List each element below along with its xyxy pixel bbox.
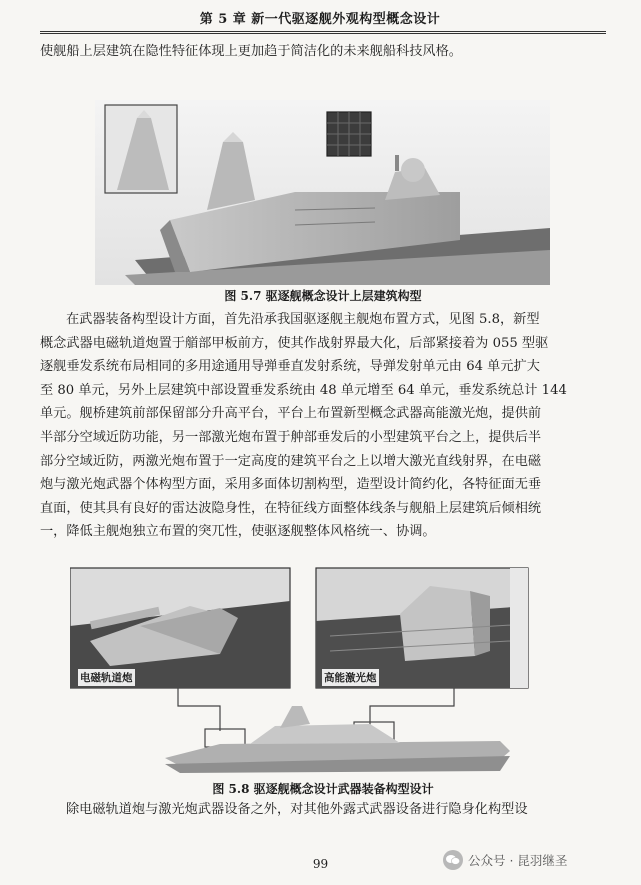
figure-5-7-caption: 图 5.7 驱逐舰概念设计上层建筑构型: [224, 289, 422, 303]
page-number: 99: [312, 857, 329, 871]
wechat-icon: [443, 850, 463, 870]
paragraph-2-line: 单元。舰桥建筑前部保留部分升高平台，平台上布置新型概念武器高能激光炮，提供前: [40, 406, 542, 422]
laser-label: 高能激光炮: [322, 669, 379, 686]
figure-5-8-caption: 图 5.8 驱逐舰概念设计武器装备构型设计: [212, 782, 434, 796]
paragraph-2-line: 在武器装备构型设计方面，首先沿承我国驱逐舰主舰炮布置方式，见图 5.8，新型: [66, 312, 540, 327]
paragraph-2-line: 逐舰垂发系统布局相同的多用途通用导弹垂直发射系统，导弹发射单元由 64 单元扩大: [40, 359, 540, 375]
paragraph-2-line: 至 80 单元，另外上层建筑中部设置垂发系统由 48 单元增至 64 单元，垂发系统总计 144: [40, 382, 567, 398]
paragraph-3: [40, 798, 606, 822]
running-header: 第 5 章 新一代驱逐舰外观构型概念设计: [199, 12, 441, 27]
watermark: [443, 849, 567, 871]
paragraph-2-line: 部分空域近防，两激光炮布置于一定高度的建筑平台之上以增大激光直线射界，在电磁: [40, 453, 542, 469]
paragraph-2-line: 直面，使其具有良好的雷达波隐身性，在特征线方面整体线条与舰船上层建筑后倾相统: [40, 500, 542, 516]
paragraph-2-line: 半部分空域近防功能，另一部激光炮布置于舯部垂发后的小型建筑平台之上，提供后半: [40, 429, 542, 445]
paragraph-2-line: 概念武器电磁轨道炮置于艏部甲板前方，使其作战射界最大化，后部紧接着为 055 型驱: [40, 335, 549, 351]
figure-5-7-image: [95, 100, 550, 285]
paragraph-3-line: 除电磁轨道炮与激光炮武器设备之外，对其他外露式武器设备进行隐身化构型设: [66, 802, 528, 817]
paragraph-2-line: 一，降低主舰炮独立布置的突兀性，使驱逐舰整体风格统一、协调。: [40, 524, 436, 540]
railgun-label: 电磁轨道炮: [78, 669, 135, 686]
paragraph-2: [40, 308, 606, 544]
watermark-text: 公众号 · 昆羽继圣: [468, 853, 568, 868]
paragraph-1: 使舰船上层建筑在隐性特征体现上更加趋于简洁化的未来舰船科技风格。: [40, 44, 462, 59]
figure-5-8-image: [70, 566, 570, 776]
header-rule: [40, 31, 606, 34]
paragraph-2-line: 炮与激光炮武器个体构型方面，采用多面体切割构型，造型设计简约化，各特征面无垂: [40, 477, 542, 493]
